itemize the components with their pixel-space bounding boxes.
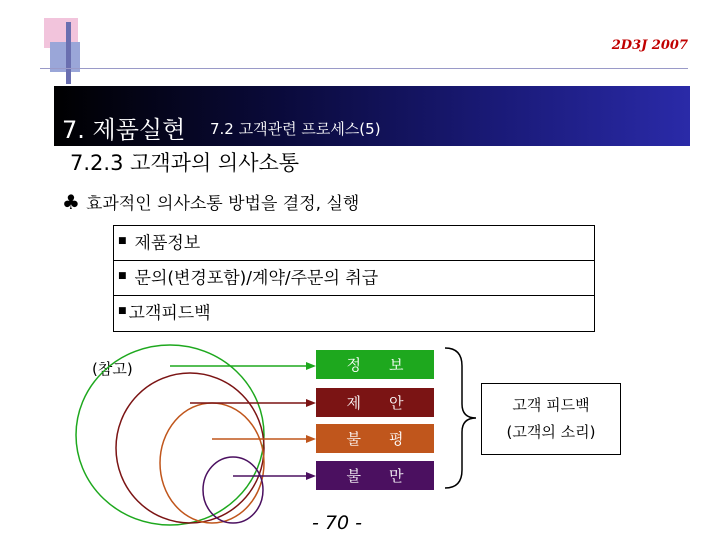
ellipse-dissatisfaction	[203, 457, 263, 523]
list-item-text: 고객피드백	[128, 303, 211, 324]
brand-label: 2D3J 2007	[611, 38, 688, 53]
category-suggestion: 제 안	[316, 388, 434, 417]
section-heading: 7.2.3 고객과의 의사소통	[70, 151, 300, 175]
category-info: 정 보	[316, 350, 434, 379]
ellipse-suggestion	[116, 373, 264, 523]
slide-title: 7. 제품실현	[62, 116, 186, 144]
club-bullet-icon: ♣	[62, 190, 80, 214]
bullet-text: 효과적인 의사소통 방법을 결정, 실행	[85, 194, 360, 214]
arrow-head-info	[306, 362, 316, 370]
category-complaint: 불 평	[316, 424, 434, 453]
arrow-head-dissatisfaction	[306, 472, 316, 480]
square-bullet-icon: ■	[118, 306, 127, 316]
list-item-text: 제품정보	[134, 233, 201, 254]
feedback-subtitle: (고객의 소리)	[506, 423, 596, 441]
reference-label: (참고)	[92, 360, 133, 378]
square-bullet-icon: ■	[118, 236, 127, 246]
feedback-box	[481, 383, 621, 455]
slide-subtitle: 7.2 고객관련 프로세스(5)	[210, 120, 381, 138]
arrow-head-suggestion	[306, 399, 316, 407]
page-number: - 70 -	[312, 512, 362, 534]
ellipse-complaint	[160, 403, 264, 523]
right-brace	[445, 348, 476, 488]
list-item-text: 문의(변경포함)/계약/주문의 취급	[134, 268, 379, 289]
feedback-title: 고객 피드백	[512, 396, 590, 414]
arrow-head-complaint	[306, 435, 316, 443]
square-bullet-icon: ■	[118, 271, 127, 281]
category-dissatisfaction: 불 만	[316, 461, 434, 490]
